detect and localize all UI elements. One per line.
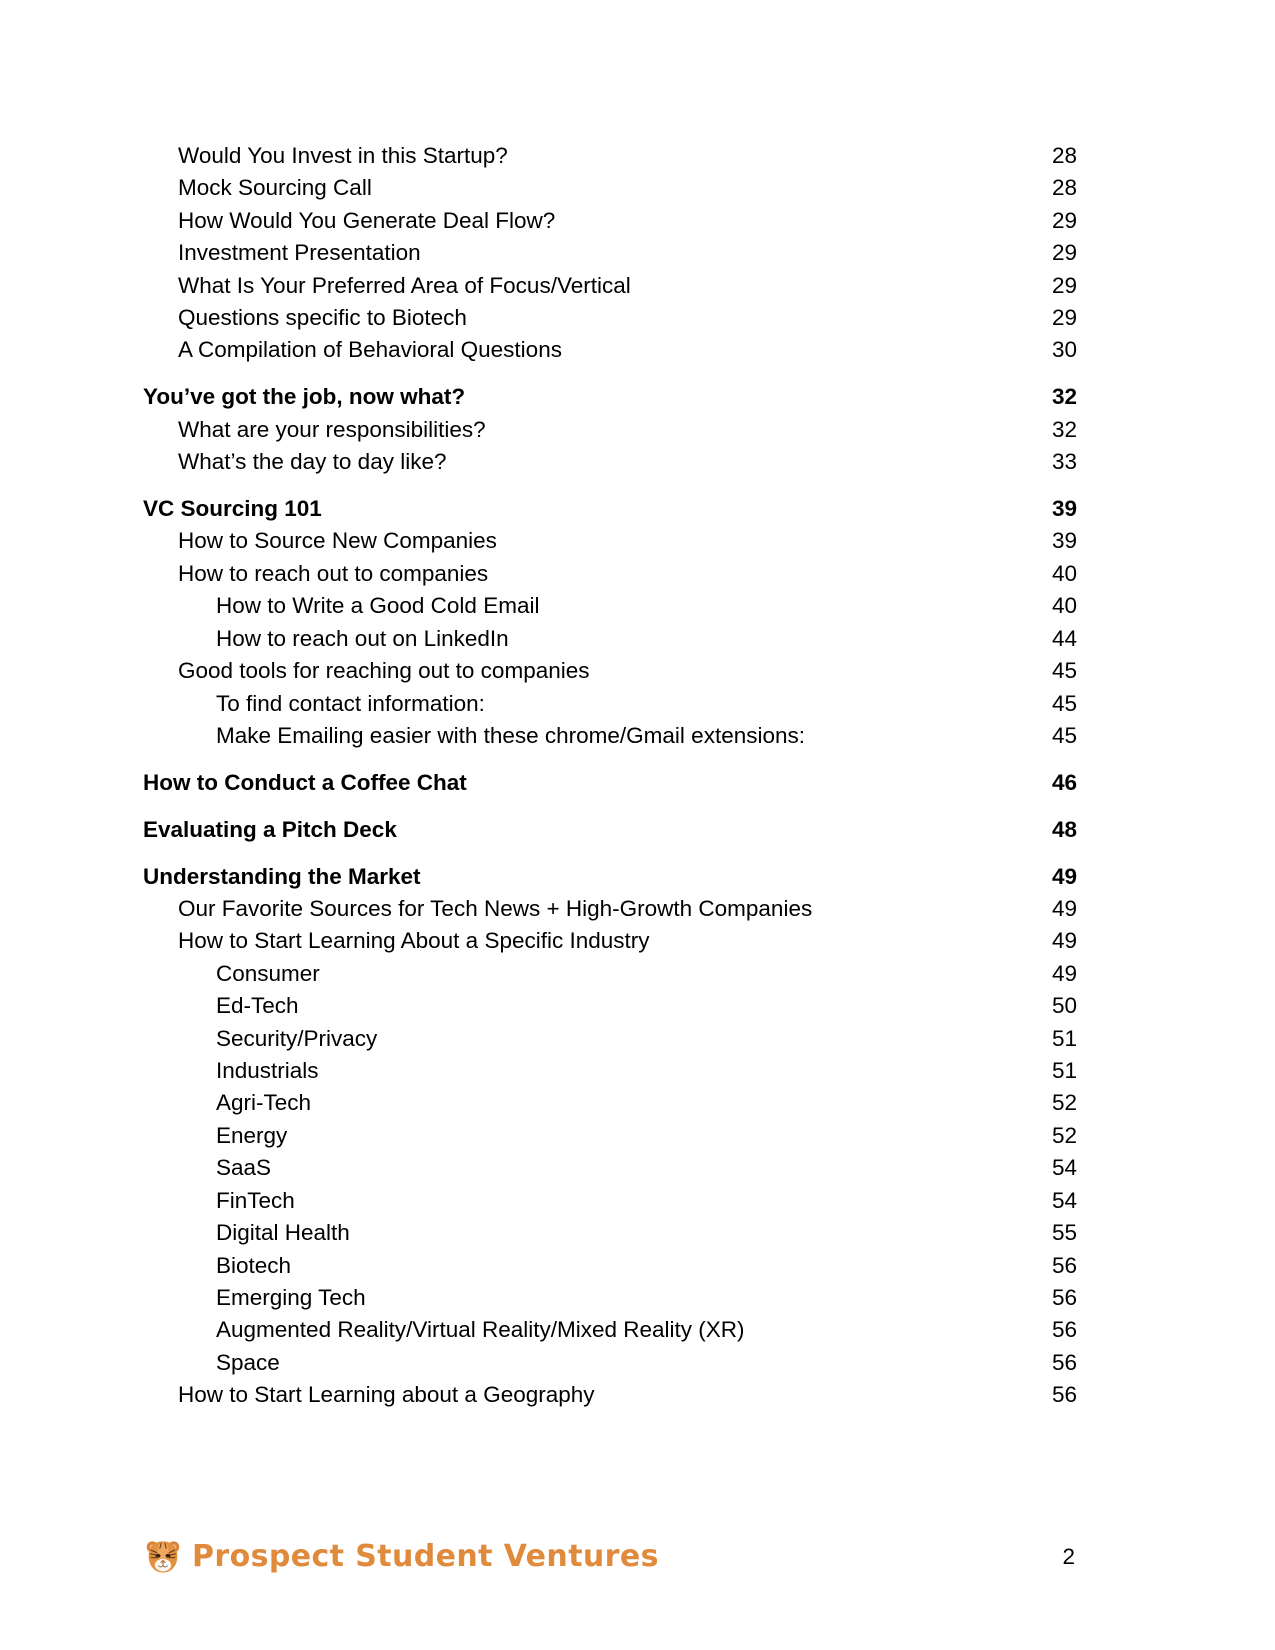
toc-entry-title: What’s the day to day like? bbox=[178, 449, 447, 475]
toc-entry-title: Questions specific to Biotech bbox=[178, 305, 467, 331]
toc-entry[interactable] bbox=[143, 302, 1077, 334]
toc-entry-page-number: 39 bbox=[1051, 496, 1077, 522]
toc-entry-page-number: 29 bbox=[1051, 207, 1077, 233]
toc-entry-title: How to Start Learning about a Geography bbox=[178, 1382, 595, 1408]
toc-entry-title: Make Emailing easier with these chrome/Gmail extensions: bbox=[216, 722, 805, 748]
toc-entry-page-number: 45 bbox=[1051, 722, 1077, 748]
page-footer bbox=[143, 1527, 1077, 1587]
toc-entry[interactable] bbox=[143, 140, 1077, 172]
toc-entry[interactable] bbox=[143, 1217, 1077, 1249]
toc-entry-page-number: 29 bbox=[1051, 240, 1077, 266]
toc-entry-title: What are your responsibilities? bbox=[178, 416, 486, 442]
toc-entry-page-number: 45 bbox=[1051, 658, 1077, 684]
toc-entry-title: A Compilation of Behavioral Questions bbox=[178, 337, 562, 363]
toc-entry-title: Emerging Tech bbox=[216, 1284, 366, 1310]
toc-entry-page-number: 49 bbox=[1051, 863, 1077, 889]
toc-entry-title: How to Start Learning About a Specific Industry bbox=[178, 928, 650, 954]
toc-entry-title: Augmented Reality/Virtual Reality/Mixed Reality (XR) bbox=[216, 1317, 745, 1343]
toc-entry-title: Ed-Tech bbox=[216, 993, 299, 1019]
tiger-head-icon bbox=[143, 1537, 183, 1577]
toc-entry[interactable] bbox=[143, 814, 1077, 846]
toc-entry[interactable] bbox=[143, 1314, 1077, 1346]
toc-entry[interactable] bbox=[143, 720, 1077, 752]
toc-entry-page-number: 45 bbox=[1051, 690, 1077, 716]
toc-entry-page-number: 29 bbox=[1051, 272, 1077, 298]
toc-entry-page-number: 40 bbox=[1051, 593, 1077, 619]
toc-entry-page-number: 32 bbox=[1051, 384, 1077, 410]
toc-entry-page-number: 49 bbox=[1051, 896, 1077, 922]
toc-entry-title: Consumer bbox=[216, 960, 320, 986]
toc-entry-page-number: 56 bbox=[1051, 1252, 1077, 1278]
toc-entry[interactable] bbox=[143, 334, 1077, 366]
toc-entry-title: How to Write a Good Cold Email bbox=[216, 593, 540, 619]
toc-entry-page-number: 56 bbox=[1051, 1317, 1077, 1343]
toc-entry[interactable] bbox=[143, 237, 1077, 269]
toc-entry-page-number: 29 bbox=[1051, 305, 1077, 331]
toc-entry[interactable] bbox=[143, 525, 1077, 557]
toc-entry-title: How to Conduct a Coffee Chat bbox=[143, 769, 467, 795]
toc-entry-title: Agri-Tech bbox=[216, 1090, 312, 1116]
toc-entry-title: Understanding the Market bbox=[143, 863, 421, 889]
toc-entry-title: Biotech bbox=[216, 1252, 292, 1278]
toc-entry-title: How to reach out to companies bbox=[178, 560, 489, 586]
toc-entry-title: Security/Privacy bbox=[216, 1025, 378, 1051]
toc-entry-page-number: 50 bbox=[1051, 993, 1077, 1019]
toc-entry[interactable] bbox=[143, 1347, 1077, 1379]
toc-entry-title: Space bbox=[216, 1349, 280, 1375]
toc-entry-page-number: 48 bbox=[1051, 816, 1077, 842]
toc-entry[interactable] bbox=[143, 688, 1077, 720]
toc-entry[interactable] bbox=[143, 1185, 1077, 1217]
toc-entry-page-number: 49 bbox=[1051, 928, 1077, 954]
toc-entry-page-number: 33 bbox=[1051, 449, 1077, 475]
toc-entry[interactable] bbox=[143, 270, 1077, 302]
toc-entry-title: You’ve got the job, now what? bbox=[143, 384, 466, 410]
toc-entry-title: To find contact information: bbox=[216, 690, 485, 716]
toc-entry[interactable] bbox=[143, 655, 1077, 687]
brand-name: Prospect Student Ventures bbox=[192, 1539, 659, 1574]
toc-entry-title: SaaS bbox=[216, 1155, 272, 1181]
toc-entry-page-number: 40 bbox=[1051, 560, 1077, 586]
toc-entry-title: Would You Invest in this Startup? bbox=[178, 143, 508, 168]
toc-entry-title: Evaluating a Pitch Deck bbox=[143, 816, 397, 842]
toc-entry[interactable] bbox=[143, 958, 1077, 990]
toc-entry[interactable] bbox=[143, 1120, 1077, 1152]
toc-entry[interactable] bbox=[143, 1282, 1077, 1314]
toc-entry[interactable] bbox=[143, 1250, 1077, 1282]
toc-entry-page-number: 52 bbox=[1051, 1122, 1077, 1148]
toc-entry[interactable] bbox=[143, 590, 1077, 622]
toc-entry-page-number: 56 bbox=[1051, 1284, 1077, 1310]
toc-entry-page-number: 54 bbox=[1051, 1155, 1077, 1181]
toc-entry-page-number: 51 bbox=[1051, 1025, 1077, 1051]
table-of-contents bbox=[143, 140, 1077, 1412]
toc-entry-title: How to reach out on LinkedIn bbox=[216, 625, 509, 651]
footer-page-number: 2 bbox=[1062, 1543, 1075, 1569]
toc-entry[interactable] bbox=[143, 990, 1077, 1022]
toc-entry[interactable] bbox=[143, 172, 1077, 204]
toc-entry-page-number: 51 bbox=[1051, 1058, 1077, 1084]
toc-entry[interactable] bbox=[143, 861, 1077, 893]
toc-entry-title: Mock Sourcing Call bbox=[178, 175, 372, 201]
toc-entry[interactable] bbox=[143, 558, 1077, 590]
toc-entry-title: How Would You Generate Deal Flow? bbox=[178, 207, 556, 233]
toc-entry[interactable] bbox=[143, 1379, 1077, 1411]
toc-entry-page-number: 30 bbox=[1051, 337, 1077, 363]
toc-entry[interactable] bbox=[143, 205, 1077, 237]
toc-entry-page-number: 56 bbox=[1051, 1382, 1077, 1408]
toc-entry-page-number: 28 bbox=[1051, 175, 1077, 201]
toc-entry-page-number: 56 bbox=[1051, 1349, 1077, 1375]
toc-entry[interactable] bbox=[143, 767, 1077, 799]
brand-logo bbox=[143, 1537, 659, 1577]
toc-entry-title: VC Sourcing 101 bbox=[143, 496, 322, 522]
toc-entry[interactable] bbox=[143, 381, 1077, 413]
toc-entry-page-number: 49 bbox=[1051, 960, 1077, 986]
toc-entry-title: FinTech bbox=[216, 1187, 295, 1213]
toc-entry-title: Investment Presentation bbox=[178, 240, 421, 266]
toc-entry[interactable] bbox=[143, 493, 1077, 525]
toc-entry-page-number: 46 bbox=[1051, 769, 1077, 795]
toc-entry-page-number: 44 bbox=[1051, 625, 1077, 651]
toc-entry-page-number: 39 bbox=[1051, 528, 1077, 554]
toc-entry-title: Our Favorite Sources for Tech News + High-Growth Companies bbox=[178, 896, 813, 922]
toc-entry[interactable] bbox=[143, 1023, 1077, 1055]
toc-entry-page-number: 54 bbox=[1051, 1187, 1077, 1213]
toc-entry-page-number: 52 bbox=[1051, 1090, 1077, 1116]
toc-entry-page-number: 28 bbox=[1051, 143, 1077, 168]
toc-entry-title: How to Source New Companies bbox=[178, 528, 497, 554]
toc-entry[interactable] bbox=[143, 446, 1077, 478]
toc-entry[interactable] bbox=[143, 414, 1077, 446]
toc-entry-title: What Is Your Preferred Area of Focus/Vertical bbox=[178, 272, 631, 298]
toc-entry[interactable] bbox=[143, 1152, 1077, 1184]
toc-entry[interactable] bbox=[143, 623, 1077, 655]
toc-entry-page-number: 32 bbox=[1051, 416, 1077, 442]
toc-entry-title: Industrials bbox=[216, 1058, 319, 1084]
toc-entry-title: Energy bbox=[216, 1122, 288, 1148]
toc-entry[interactable] bbox=[143, 1087, 1077, 1119]
toc-entry[interactable] bbox=[143, 925, 1077, 957]
toc-entry[interactable] bbox=[143, 1055, 1077, 1087]
toc-entry-title: Good tools for reaching out to companies bbox=[178, 658, 590, 684]
toc-entry-title: Digital Health bbox=[216, 1220, 350, 1246]
toc-entry-page-number: 55 bbox=[1051, 1220, 1077, 1246]
toc-entry[interactable] bbox=[143, 893, 1077, 925]
